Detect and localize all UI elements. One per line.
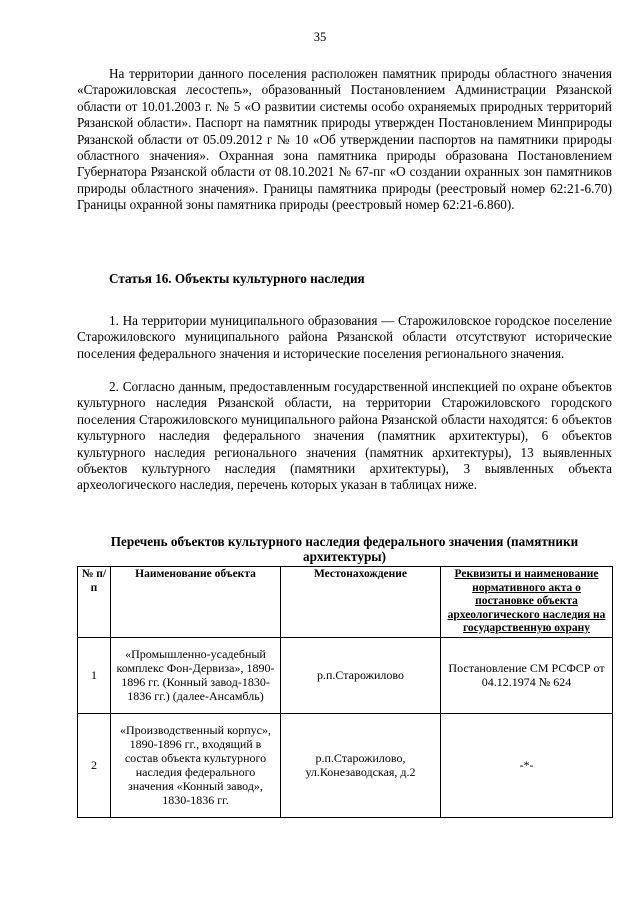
cell-requisites: Постановление СМ РСФСР от 04.12.1974 № 624: [441, 637, 613, 713]
header-name: Наименование объекта: [111, 567, 281, 638]
paragraph-heritage-objects: 2. Согласно данным, предоставленным государственной инспекцией по охране объектов культурного наследия Рязанской области, на территории Старожиловского городского поселения Старожиловского муниципального района Рязанской области находятся: 6 объектов культурного наследия федерального значения (памятник архитектуры), 6 объектов культурного наследия регионального значения (памятник архитектуры), 13 выявленных объектов культурного наследия (памятники архитектуры), 3 выявленных объекта археологического наследия, перечень которых указан в таблицах ниже.: [77, 379, 612, 493]
table-title: Перечень объектов культурного наследия федерального значения (памятники архитектуры): [110, 534, 579, 564]
paragraph-nature-monument: На территории данного поселения расположен памятник природы областного значения «Старожиловская лесостепь», образованный Постановлением Администрации Рязанской области от 10.01.2003 г. № 5 «О развитии системы особо охраняемых природных территорий Рязанской области». Паспорт на памятник природы утвержден Постановлением Минприроды Рязанской области от 05.09.2012 г № 10 «Об утверждении паспортов на памятники природы областного значения». Охранная зона памятника природы образована Постановлением Губернатора Рязанской области от 08.10.2021 № 67-пг «О создании охранных зон памятников природы областного значения». Границы памятника природы (реестровый номер 62:21-6.70) Границы охранной зоны памятника природы (реестровый номер 62:21-6.860).: [77, 66, 612, 213]
cell-num: 2: [78, 713, 111, 817]
cell-location: р.п.Старожилово: [281, 637, 441, 713]
heritage-table: [77, 566, 613, 818]
table-header-row: [78, 567, 613, 638]
cell-location: р.п.Старожилово, ул.Конезаводская, д.2: [281, 713, 441, 817]
page-number: 35: [313, 30, 327, 44]
article-heading: Статья 16. Объекты культурного наследия: [109, 271, 365, 286]
header-requisites-text: Реквизиты и наименование нормативного акта о постановке объекта археологического наследия на государственную охрану: [447, 568, 606, 634]
cell-name: «Производственный корпус», 1890-1896 гг., входящий в состав объекта культурного наследия федерального значения «Конный завод», 1830-1836 гг.: [111, 713, 281, 817]
table-row: [78, 713, 613, 817]
cell-requisites: -*-: [441, 713, 613, 817]
table-row: [78, 637, 613, 713]
paragraph-historic-settlements: 1. На территории муниципального образования — Старожиловское городское поселение Старожиловского муниципального района Рязанской области отсутствуют исторические поселения федерального значения и исторические поселения регионального значения.: [77, 313, 612, 361]
header-location: Местонахождение: [281, 567, 441, 638]
header-num: № п/п: [78, 567, 111, 638]
cell-name: «Промышленно-усадебный комплекс Фон-Дервиза», 1890-1896 гг. (Конный завод-1830-1836 гг.) (далее-Ансамбль): [111, 637, 281, 713]
cell-num: 1: [78, 637, 111, 713]
header-requisites: [441, 567, 613, 638]
